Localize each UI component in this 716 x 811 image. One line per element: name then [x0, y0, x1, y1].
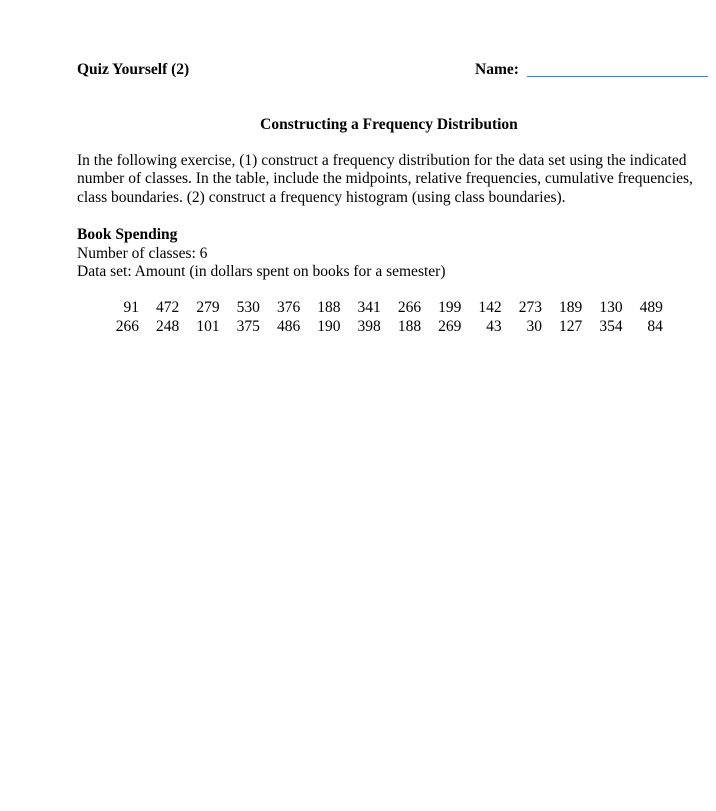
page-title: Constructing a Frequency Distribution [260, 116, 518, 133]
data-value: 188 [397, 317, 422, 335]
data-value: 266 [397, 299, 422, 316]
data-value: 269 [438, 317, 462, 335]
data-value: 486 [276, 317, 301, 335]
data-value: 142 [478, 299, 502, 316]
data-value: 190 [317, 317, 341, 335]
data-value: 341 [357, 299, 381, 316]
section-heading: Book Spending [77, 226, 178, 243]
dataset-line: Data set: Amount (in dollars spent on books for a semester) [77, 263, 446, 280]
data-value: 188 [317, 299, 341, 316]
quiz-title: Quiz Yourself (2) [77, 61, 190, 78]
data-value: 101 [196, 317, 220, 335]
table-row [113, 299, 663, 318]
data-value: 375 [236, 317, 260, 335]
data-value: 199 [438, 299, 462, 316]
exercise-section [77, 226, 445, 282]
data-value: 489 [639, 299, 663, 316]
data-value: 279 [196, 299, 220, 316]
data-value: 189 [559, 299, 583, 316]
name-label: Name: [475, 61, 519, 78]
table-row [113, 318, 663, 337]
data-value: 248 [156, 317, 180, 335]
data-value: 472 [156, 299, 180, 316]
instructions-paragraph: In the following exercise, (1) construct a frequency distribution for the data set using the indicated number of classes. In the table, include the midpoints, relative frequencies, cumulative frequencies, class boundaries. (2) construct a frequency histogram (using class boundaries). [77, 152, 693, 206]
name-blank-line [527, 76, 708, 77]
data-value: 43 [486, 317, 502, 335]
data-value: 91 [123, 299, 139, 316]
data-set-table [113, 299, 663, 336]
classes-line: Number of classes: 6 [77, 244, 208, 262]
data-value: 530 [236, 299, 260, 316]
data-value: 273 [518, 299, 542, 316]
data-value: 376 [276, 299, 301, 316]
data-value: 398 [357, 317, 381, 335]
data-value: 84 [647, 317, 663, 335]
data-value: 30 [526, 317, 542, 335]
data-value: 266 [115, 317, 139, 335]
data-value: 127 [559, 317, 583, 335]
data-value: 130 [599, 299, 623, 316]
data-value: 354 [599, 317, 623, 335]
